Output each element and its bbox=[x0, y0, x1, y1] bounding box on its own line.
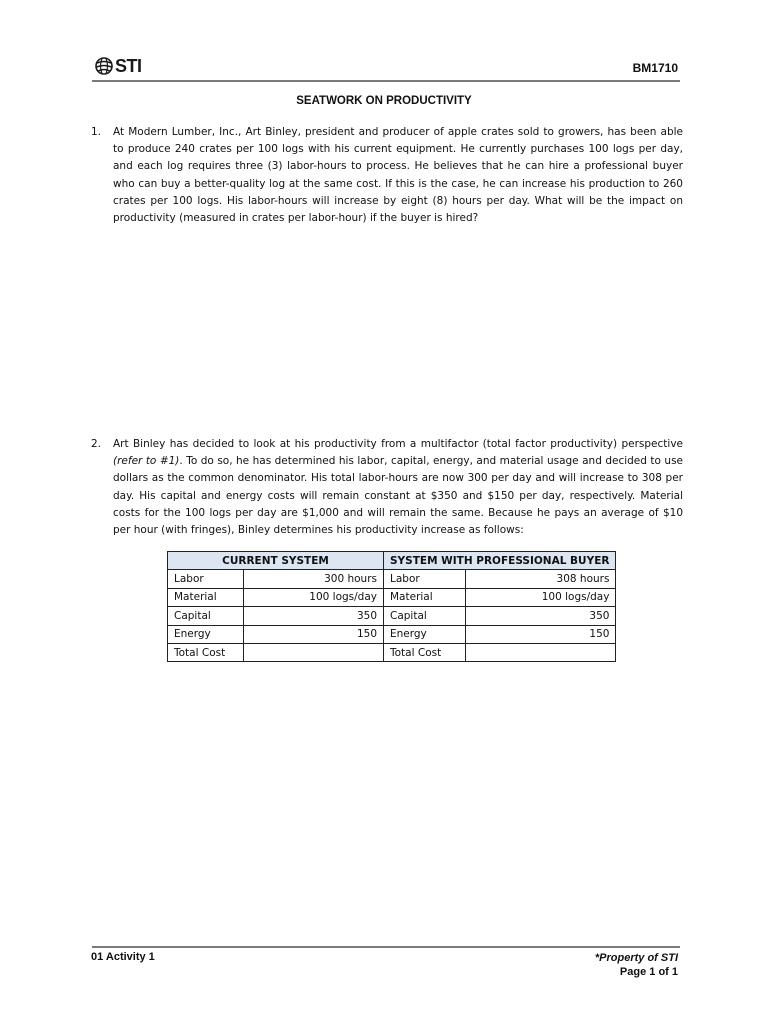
row-label: Total Cost bbox=[384, 643, 466, 661]
footer-divider bbox=[92, 946, 680, 948]
footer-activity: 01 Activity 1 bbox=[91, 951, 155, 963]
row-label: Total Cost bbox=[168, 643, 244, 661]
row-value: 150 bbox=[244, 625, 384, 643]
row-value bbox=[465, 643, 616, 661]
row-label: Capital bbox=[168, 607, 244, 625]
table-row bbox=[168, 570, 616, 588]
table-row bbox=[168, 625, 616, 643]
footer-right bbox=[595, 951, 678, 979]
row-value bbox=[244, 643, 384, 661]
table-header-current: CURRENT SYSTEM bbox=[168, 552, 384, 570]
table-header-buyer: SYSTEM WITH PROFESSIONAL BUYER bbox=[384, 552, 616, 570]
table-row bbox=[168, 588, 616, 606]
row-value: 300 hours bbox=[244, 570, 384, 588]
question-number: 1. bbox=[91, 126, 102, 138]
sti-logo bbox=[94, 56, 142, 76]
row-label: Material bbox=[168, 588, 244, 606]
question-text bbox=[113, 436, 683, 539]
row-label: Labor bbox=[168, 570, 244, 588]
page-title: SEATWORK ON PRODUCTIVITY bbox=[296, 95, 472, 107]
question-text-part: Art Binley has decided to look at his productivity from a multifactor (total factor productivity) perspective bbox=[113, 438, 683, 450]
productivity-table bbox=[167, 551, 616, 662]
row-value: 150 bbox=[465, 625, 616, 643]
row-value: 308 hours bbox=[465, 570, 616, 588]
document-code: BM1710 bbox=[632, 61, 678, 75]
question-text-part: . To do so, he has determined his labor, capital, energy, and material usage and decided to use dollars as the common denominator. His total labor-hours are now 300 per day and will increase to 308 per day. His capital and energy costs will remain constant at $350 and $150 per day, respectively. Material costs for the 100 logs per day are $1,000 and will remain the same. Because he pays an average of $10 per hour (with fringes), Binley determines his productivity increase as follows: bbox=[113, 455, 684, 537]
question-2 bbox=[91, 436, 683, 546]
sti-globe-icon bbox=[94, 56, 114, 76]
row-label: Material bbox=[384, 588, 466, 606]
header-divider bbox=[92, 80, 680, 82]
row-label: Capital bbox=[384, 607, 466, 625]
row-value: 100 logs/day bbox=[244, 588, 384, 606]
row-label: Energy bbox=[168, 625, 244, 643]
row-value: 100 logs/day bbox=[465, 588, 616, 606]
question-text: At Modern Lumber, Inc., Art Binley, president and producer of apple crates sold to growers, has been able to produce 240 crates per 100 logs with his current equipment. He currently purchases 100 logs per day, and each log requires three (3) labor-hours to process. He believes that he can hire a professional buyer who can buy a better-quality log at the same cost. If this is the case, he can increase his production to 260 crates per 100 logs. His labor-hours will increase by eight (8) hours per day. What will be the impact on productivity (measured in crates per labor-hour) if the buyer is hired? bbox=[113, 126, 683, 225]
row-value: 350 bbox=[465, 607, 616, 625]
footer-page-number: Page 1 of 1 bbox=[619, 966, 678, 978]
question-1 bbox=[91, 124, 683, 234]
row-value: 350 bbox=[244, 607, 384, 625]
row-label: Labor bbox=[384, 570, 466, 588]
question-reference: (refer to #1) bbox=[113, 455, 180, 468]
logo-text: STI bbox=[115, 55, 142, 76]
footer-property: *Property of STI bbox=[594, 952, 678, 964]
row-label: Energy bbox=[384, 625, 466, 643]
table-row bbox=[168, 607, 616, 625]
table-row bbox=[168, 643, 616, 661]
question-number: 2. bbox=[91, 438, 102, 450]
